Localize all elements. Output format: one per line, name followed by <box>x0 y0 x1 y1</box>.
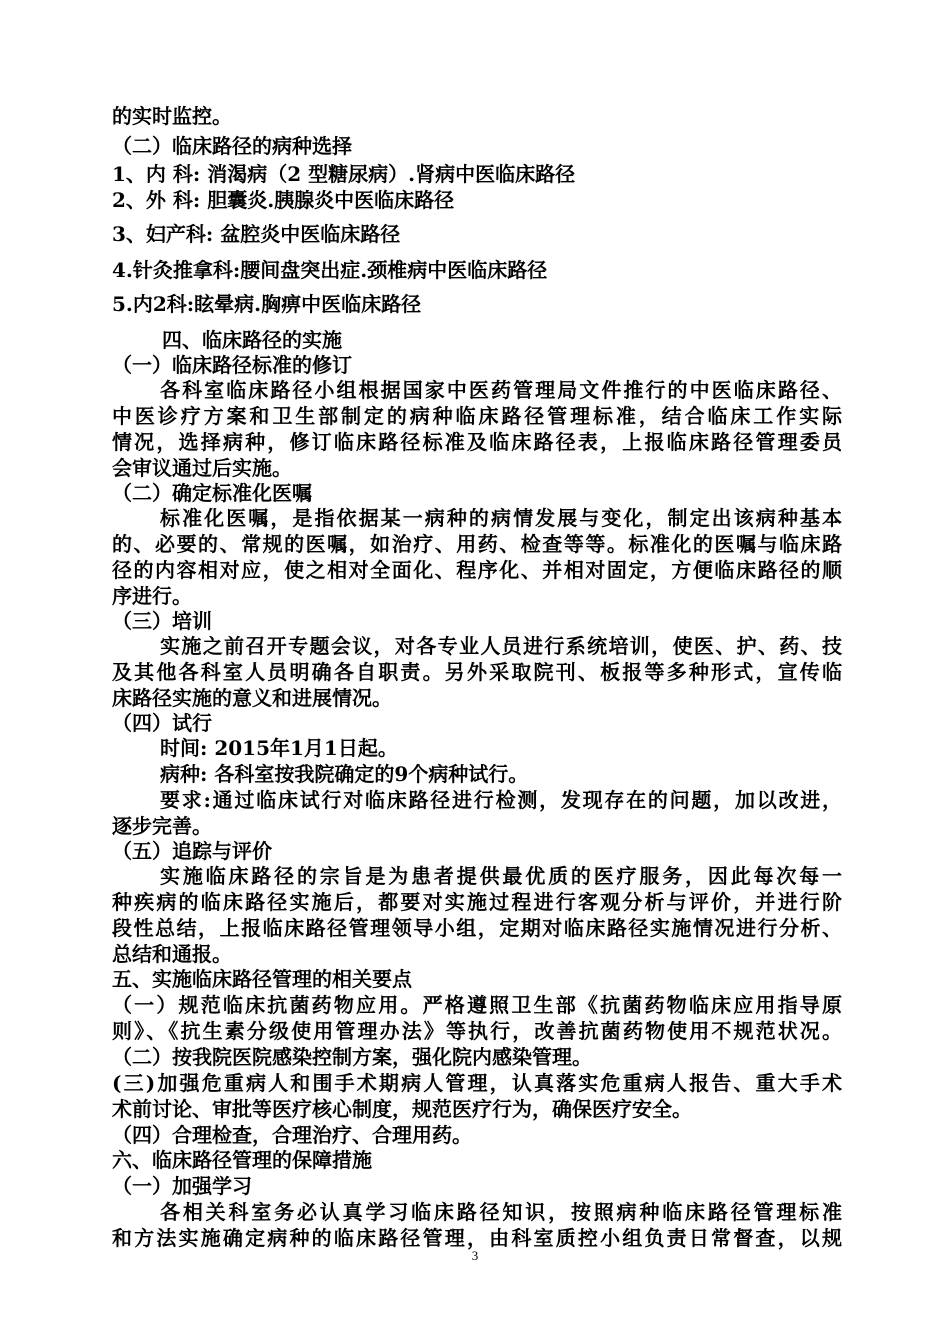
paragraph-line: 及其他各科室人员明确各自职责。另外采取院刊、板报等多种形式，宣传临 <box>112 660 842 684</box>
section-heading: （一）临床路径标准的修订 <box>112 353 352 377</box>
paragraph-line: 种疾病的临床路径实施后，都要对实施过程进行客观分析与评价，并进行阶 <box>112 890 842 914</box>
paragraph-line: 情况，选择病种，修订临床路径标准及临床路径表，上报临床路径管理委员 <box>112 430 842 454</box>
paragraph-line: 实施之前召开专题会议，对各专业人员进行系统培训，使医、护、药、技 <box>160 634 842 658</box>
chapter-heading: 五、实施临床路径管理的相关要点 <box>112 967 412 991</box>
paragraph-line: 和方法实施确定病种的临床路径管理，由科室质控小组负责日常督查，以规 <box>112 1226 842 1250</box>
section-heading: （四）试行 <box>112 711 212 735</box>
paragraph-line: 段性总结，上报临床路径管理领导小组，定期对临床路径实施情况进行分析、 <box>112 916 842 940</box>
list-item: 2、外 科: 胆囊炎.胰腺炎中医临床路径 <box>112 188 455 212</box>
list-item: 5.内2科:眩晕病.胸痹中医临床路径 <box>112 292 422 316</box>
list-item: 3、妇产科: 盆腔炎中医临床路径 <box>112 222 401 246</box>
paragraph-line: 各科室临床路径小组根据国家中医药管理局文件推行的中医临床路径、 <box>160 378 842 402</box>
paragraph-line: 则》、《抗生素分级使用管理办法》等执行，改善抗菌药物使用不规范状况。 <box>112 1019 842 1043</box>
paragraph-line: 中医诊疗方案和卫生部制定的病种临床路径管理标准，结合临床工作实际 <box>112 404 842 428</box>
list-item: 1、内 科: 消渴病（2 型糖尿病）.肾病中医临床路径 <box>112 162 576 186</box>
paragraph-line: 标准化医嘱，是指依据某一病种的病情发展与变化，制定出该病种基本 <box>160 506 842 530</box>
paragraph-line: 序进行。 <box>112 584 192 608</box>
page-number: 3 <box>471 1248 479 1263</box>
paragraph-line: 的、必要的、常规的医嘱，如治疗、用药、检查等等。标准化的医嘱与临床路 <box>112 532 842 556</box>
paragraph-line: （二）按我院医院感染控制方案，强化院内感染管理。 <box>112 1045 592 1069</box>
paragraph-line: 术前讨论、审批等医疗核心制度，规范医疗行为，确保医疗安全。 <box>112 1097 692 1121</box>
paragraph-line: 病种: 各科室按我院确定的9个病种试行。 <box>160 762 529 786</box>
text-line: 的实时监控。 <box>112 104 232 128</box>
paragraph-line: 要求:通过临床试行对临床路径进行检测，发现存在的问题，加以改进， <box>160 788 842 812</box>
section-heading: （二）确定标准化医嘱 <box>112 481 312 505</box>
section-heading: （二）临床路径的病种选择 <box>112 134 352 158</box>
section-heading: （一）加强学习 <box>112 1174 252 1198</box>
paragraph-line: 逐步完善。 <box>112 814 212 838</box>
paragraph-line: 时间: 2015年1月1日起。 <box>160 736 398 760</box>
paragraph-line: 会审议通过后实施。 <box>112 456 292 480</box>
paragraph-line: 径的内容相对应，使之相对全面化、程序化、并相对固定，方便临床路径的顺 <box>112 558 842 582</box>
paragraph-line: 总结和通报。 <box>112 942 232 966</box>
section-heading: （三）培训 <box>112 609 212 633</box>
paragraph-line: （一）规范临床抗菌药物应用。严格遵照卫生部《抗菌药物临床应用指导原 <box>112 993 842 1017</box>
paragraph-line: （四）合理检查，合理治疗、合理用药。 <box>112 1123 472 1147</box>
chapter-heading: 四、临床路径的实施 <box>162 328 342 352</box>
list-item: 4.针灸推拿科:腰间盘突出症.颈椎病中医临床路径 <box>112 258 548 282</box>
chapter-heading: 六、临床路径管理的保障措施 <box>112 1148 372 1172</box>
paragraph-line: 床路径实施的意义和进展情况。 <box>112 686 392 710</box>
section-heading: （五）追踪与评价 <box>112 839 272 863</box>
paragraph-line: 各相关科室务必认真学习临床路径知识，按照病种临床路径管理标准 <box>160 1200 842 1224</box>
paragraph-line: 实施临床路径的宗旨是为患者提供最优质的医疗服务，因此每次每一 <box>160 864 842 888</box>
paragraph-line: (三)加强危重病人和围手术期病人管理，认真落实危重病人报告、重大手术 <box>112 1071 842 1095</box>
